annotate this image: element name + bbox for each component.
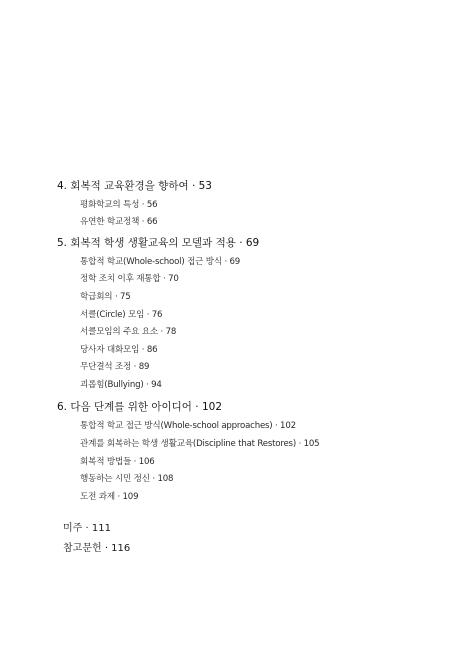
chapter-6-title: 6. 다음 단계를 위한 아이디어 · 102 bbox=[57, 401, 222, 413]
toc-entry: 서클(Circle) 모임 · 76 bbox=[80, 310, 163, 320]
toc-entry: 회복적 방법들 · 106 bbox=[80, 457, 155, 467]
toc-entry: 행동하는 시민 정신 · 108 bbox=[80, 474, 174, 484]
toc-entry: 학급회의 · 75 bbox=[80, 292, 131, 302]
toc-entry: 괴롭힘(Bullying) · 94 bbox=[80, 380, 162, 390]
toc-entry: 서클모임의 주요 요소 · 78 bbox=[80, 327, 177, 337]
toc-entry: 무단결석 조정 · 89 bbox=[80, 362, 150, 372]
toc-entry: 도전 과제 · 109 bbox=[80, 492, 139, 502]
toc-entry: 평화학교의 특성 · 56 bbox=[80, 200, 158, 210]
toc-notes: 미주 · 111 bbox=[63, 523, 111, 534]
toc-entry: 당사자 대화모임 · 86 bbox=[80, 345, 158, 355]
toc-entry: 유연한 학교정책 · 66 bbox=[80, 217, 158, 227]
chapter-4-title: 4. 회복적 교육환경을 향하여 · 53 bbox=[57, 180, 212, 192]
toc-entry: 정학 조치 이후 재통합 · 70 bbox=[80, 274, 179, 284]
toc-entry: 통합적 학교 접근 방식(Whole-school approaches) · 102 bbox=[80, 421, 296, 431]
chapter-5-title: 5. 회복적 학생 생활교육의 모델과 적용 · 69 bbox=[57, 237, 260, 249]
toc-references: 참고문헌 · 116 bbox=[63, 543, 131, 554]
toc-entry: 통합적 학교(Whole-school) 접근 방식 · 69 bbox=[80, 257, 241, 267]
toc-entry: 관계를 회복하는 학생 생활교육(Discipline that Restores) · 105 bbox=[80, 439, 320, 449]
